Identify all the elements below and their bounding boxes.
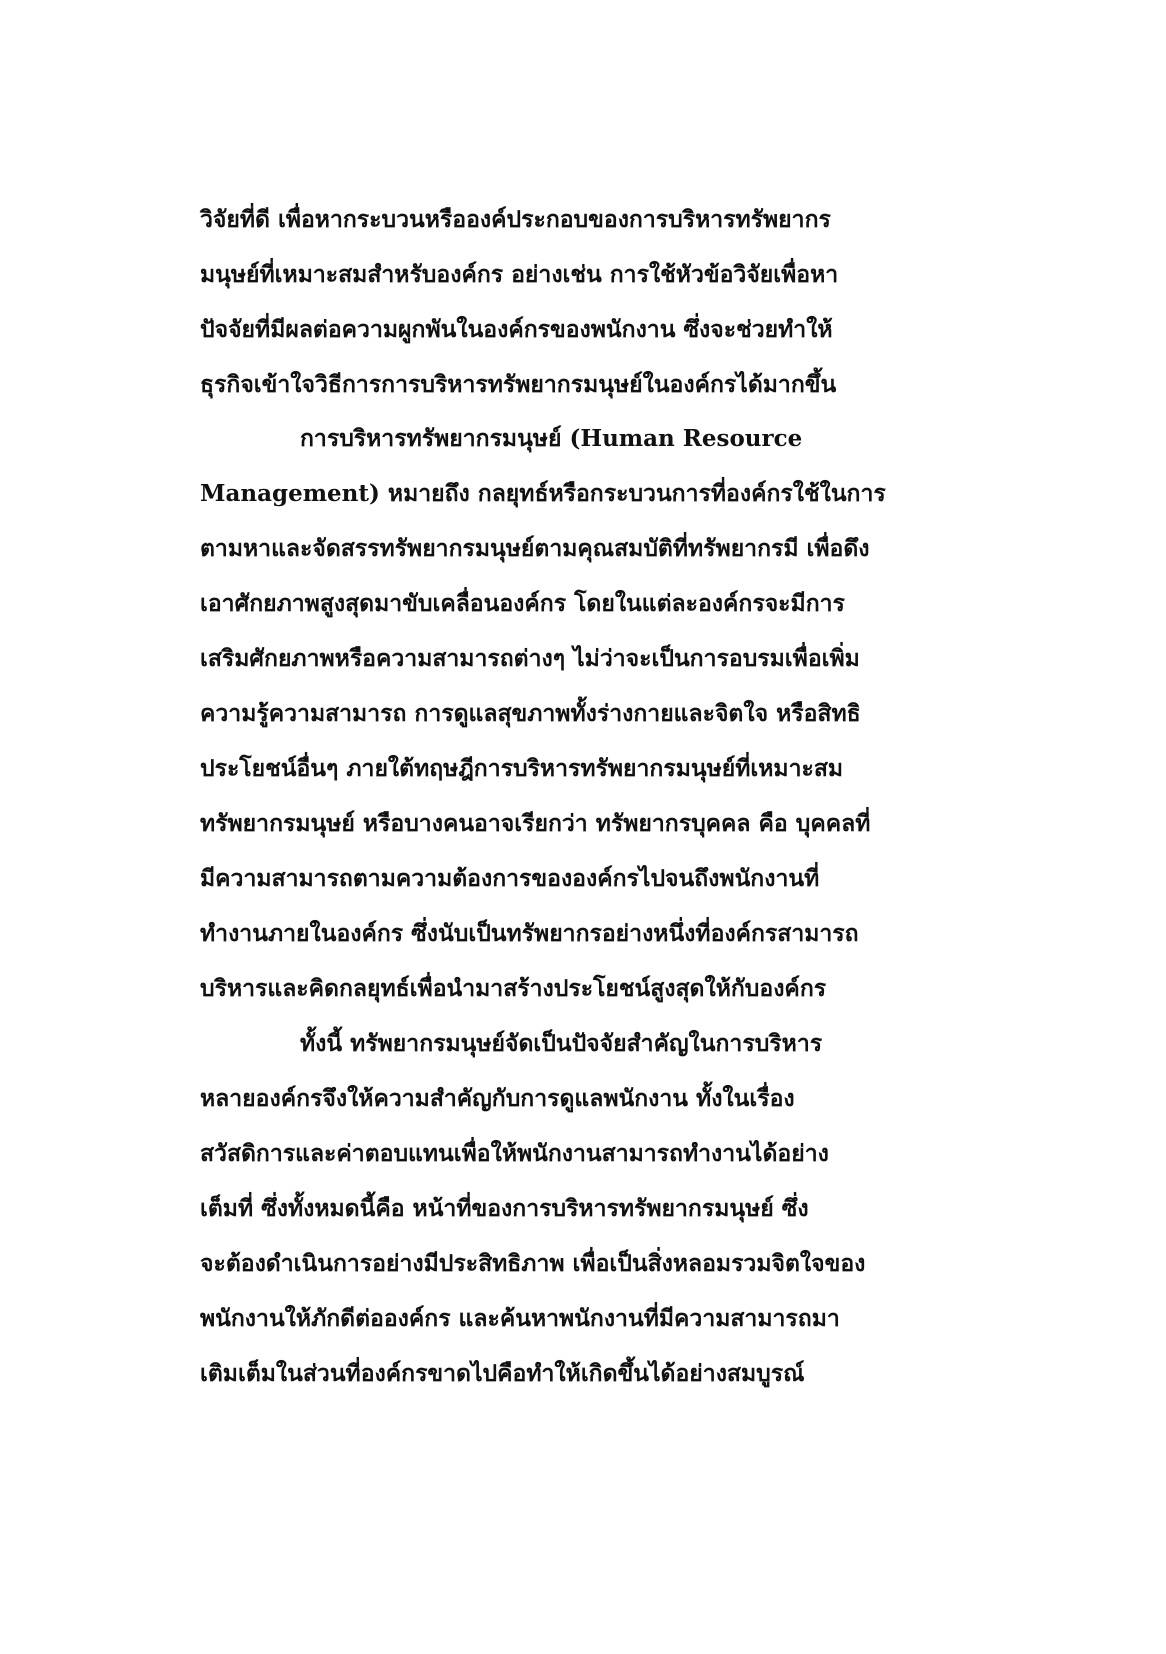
paragraph-3-line-4: เต็มที่ ซึ่งทั้งหมดนี้คือ หน้าที่ของการบริหารทรัพยากรมนุษย์ ซึ่ง bbox=[200, 1195, 809, 1222]
paragraph-2-line-6: ความรู้ความสามารถ การดูแลสุขภาพทั้งร่างกายและจิตใจ หรือสิทธิ bbox=[200, 700, 861, 727]
paragraph-1-line-2: มนุษย์ที่เหมาะสมสำหรับองค์กร อย่างเช่น การใช้หัวข้อวิจัยเพื่อหา bbox=[200, 261, 839, 288]
paragraph-2-line-7: ประโยชน์อื่นๆ ภายใต้ทฤษฎีการบริหารทรัพยากรมนุษย์ที่เหมาะสม bbox=[200, 755, 844, 782]
paragraph-2-line-10: ทำงานภายในองค์กร ซึ่งนับเป็นทรัพยากรอย่างหนึ่งที่องค์กรสามารถ bbox=[200, 920, 859, 947]
paragraph-3-line-6: พนักงานให้ภักดีต่อองค์กร และค้นหาพนักงานที่มีความสามารถมา bbox=[200, 1305, 840, 1332]
paragraph-3-line-7: เติมเต็มในส่วนที่องค์กรขาดไปคือทำให้เกิดขึ้นได้อย่างสมบูรณ์ bbox=[200, 1360, 805, 1387]
paragraph-3-line-2: หลายองค์กรจึงให้ความสำคัญกับการดูแลพนักงาน ทั้งในเรื่อง bbox=[200, 1085, 795, 1112]
paragraph-2-line-3: ตามหาและจัดสรรทรัพยากรมนุษย์ตามคุณสมบัติที่ทรัพยากรมี เพื่อดึง bbox=[200, 535, 870, 562]
paragraph-3-line-5: จะต้องดำเนินการอย่างมีประสิทธิภาพ เพื่อเป็นสิ่งหลอมรวมจิตใจของ bbox=[200, 1250, 866, 1277]
paragraph-2-line-2: Management) หมายถึง กลยุทธ์หรือกระบวนการที่องค์กรใช้ในการ bbox=[200, 480, 886, 507]
paragraph-3-line-3: สวัสดิการและค่าตอบแทนเพื่อให้พนักงานสามารถทำงานได้อย่าง bbox=[200, 1140, 829, 1167]
paragraph-2-line-11: บริหารและคิดกลยุทธ์เพื่อนำมาสร้างประโยชน์สูงสุดให้กับองค์กร bbox=[200, 975, 827, 1002]
paragraph-1-line-3: ปัจจัยที่มีผลต่อความผูกพันในองค์กรของพนักงาน ซึ่งจะช่วยทำให้ bbox=[200, 316, 833, 343]
paragraph-2-line-8: ทรัพยากรมนุษย์ หรือบางคนอาจเรียกว่า ทรัพยากรบุคคล คือ บุคคลที่ bbox=[200, 810, 871, 837]
paragraph-1-line-4: ธุรกิจเข้าใจวิธีการการบริหารทรัพยากรมนุษย์ในองค์กรได้มากขึ้น bbox=[200, 371, 837, 398]
paragraph-1-line-1: วิจัยที่ดี เพื่อหากระบวนหรือองค์ประกอบของการบริหารทรัพยากร bbox=[200, 206, 831, 233]
paragraph-2-line-4: เอาศักยภาพสูงสุดมาขับเคลื่อนองค์กร โดยในแต่ละองค์กรจะมีการ bbox=[200, 590, 845, 617]
paragraph-2-line-1: การบริหารทรัพยากรมนุษย์ (Human Resource bbox=[300, 425, 803, 452]
paragraph-2-line-9: มีความสามารถตามความต้องการขององค์กรไปจนถึงพนักงานที่ bbox=[200, 865, 820, 892]
paragraph-2-line-5: เสริมศักยภาพหรือความสามารถต่างๆ ไม่ว่าจะเป็นการอบรมเพื่อเพิ่ม bbox=[200, 645, 860, 672]
paragraph-3-line-1: ทั้งนี้ ทรัพยากรมนุษย์จัดเป็นปัจจัยสำคัญในการบริหาร bbox=[300, 1030, 823, 1057]
